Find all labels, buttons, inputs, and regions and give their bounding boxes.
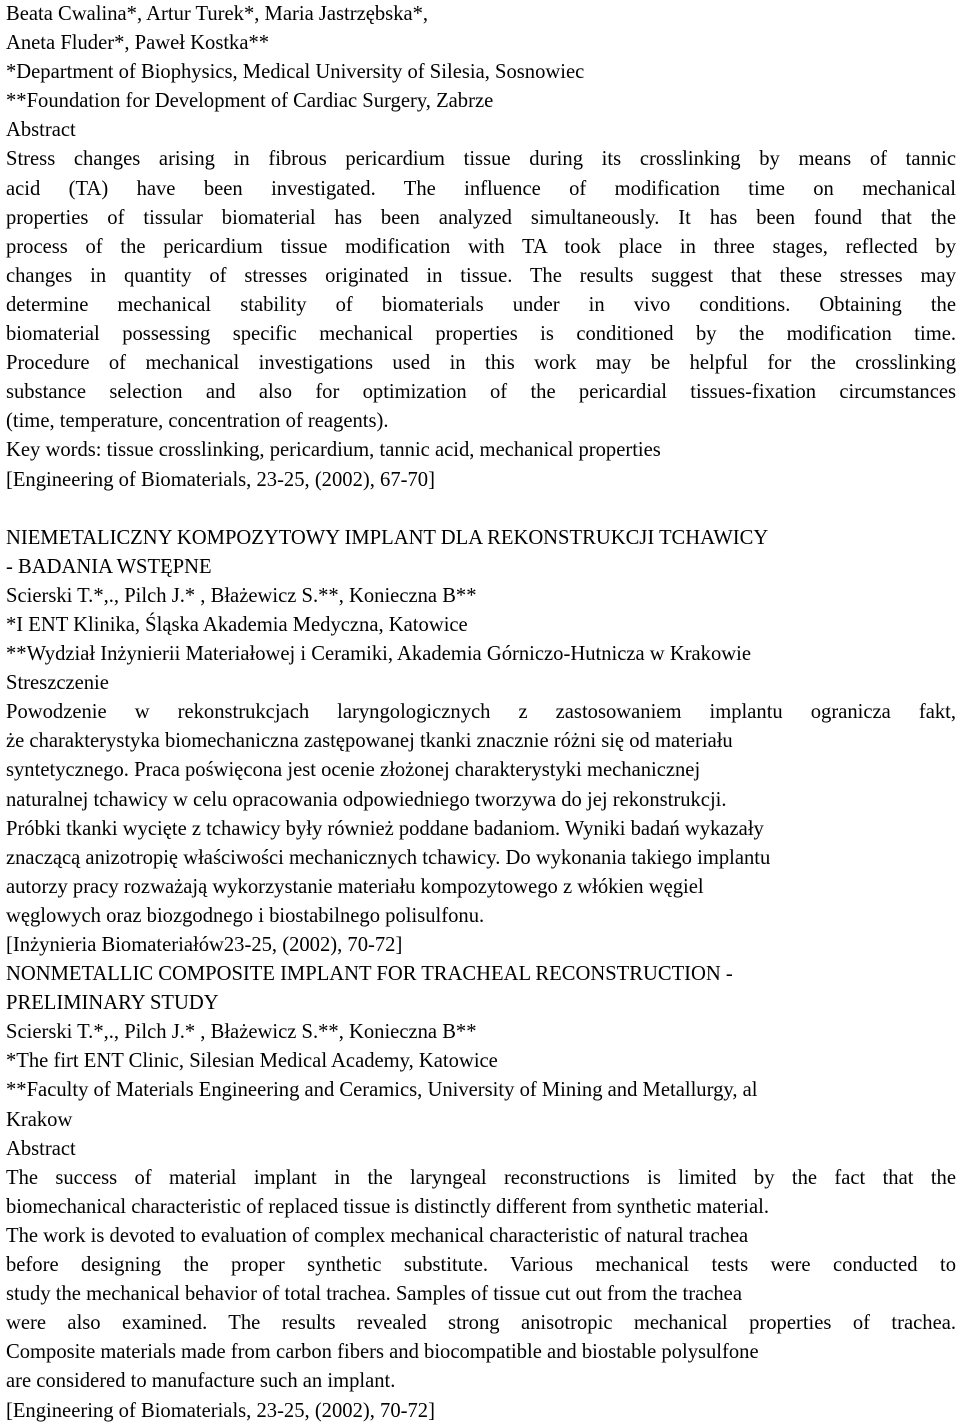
paper-title: - BADANIA WSTĘPNE bbox=[6, 555, 212, 578]
abstract-heading: Abstract bbox=[6, 119, 76, 142]
citation: [Engineering of Biomaterials, 23-25, (2002), 67-70] bbox=[6, 468, 435, 491]
author-list: Aneta Fluder*, Paweł Kostka** bbox=[6, 32, 270, 55]
abstract-line: process of the pericardium tissue modification with TA took place in three stages, reflected by bbox=[6, 235, 956, 258]
abstract-line: The success of material implant in the laryngeal reconstructions is limited by the fact that the bbox=[6, 1166, 956, 1189]
summary-line: węglowych oraz biozgodnego i biostabilnego polisulfonu. bbox=[6, 904, 485, 927]
abstract-line: Composite materials made from carbon fibers and biocompatible and biostable polysulfone bbox=[6, 1341, 759, 1364]
section-gap bbox=[6, 495, 956, 524]
author-list: Beata Cwalina*, Artur Turek*, Maria Jastrzębska*, bbox=[6, 3, 429, 25]
abstract-line: before designing the proper synthetic substitute. Various mechanical tests were conducted to bbox=[6, 1254, 956, 1277]
affiliation: Krakow bbox=[6, 1108, 73, 1131]
abstract-line: changes in quantity of stresses originated in tissue. The results suggest that these stresses may bbox=[6, 264, 956, 287]
author-list: Scierski T.*,., Pilch J.* , Błażewicz S.**, Konieczna B** bbox=[6, 584, 477, 607]
abstract-line: properties of tissular biomaterial has been analyzed simultaneously. It has been found that the bbox=[6, 206, 956, 229]
affiliation: *The firt ENT Clinic, Silesian Medical Academy, Katowice bbox=[6, 1050, 498, 1073]
paper-title: NIEMETALICZNY KOMPOZYTOWY IMPLANT DLA REKONSTRUKCJI TCHAWICY bbox=[6, 526, 769, 549]
abstract-line: are considered to manufacture such an implant. bbox=[6, 1370, 396, 1393]
summary-line: że charakterystyka biomechaniczna zastępowanej tkanki znacznie różni się od materiału bbox=[6, 730, 733, 753]
summary-line: syntetycznego. Praca poświęcona jest ocenie złożonej charakterystyki mechanicznej bbox=[6, 759, 701, 782]
affiliation: **Foundation for Development of Cardiac Surgery, Zabrze bbox=[6, 90, 494, 113]
paper-title: PRELIMINARY STUDY bbox=[6, 992, 219, 1015]
abstract-line: biomechanical characteristic of replaced tissue is distinctly different from synthetic material. bbox=[6, 1195, 770, 1218]
citation: [Engineering of Biomaterials, 23-25, (2002), 70-72] bbox=[6, 1399, 435, 1422]
abstract-line: determine mechanical stability of biomaterials under in vivo conditions. Obtaining the bbox=[6, 293, 956, 316]
summary-heading: Streszczenie bbox=[6, 672, 109, 695]
abstract-line: Stress changes arising in fibrous pericardium tissue during its crosslinking by means of tannic bbox=[6, 148, 956, 171]
summary-line: znaczącą anizotropię właściwości mechanicznych tchawicy. Do wykonania takiego implantu bbox=[6, 846, 771, 869]
affiliation: *Department of Biophysics, Medical University of Silesia, Sosnowiec bbox=[6, 61, 585, 84]
affiliation: **Wydział Inżynierii Materiałowej i Ceramiki, Akademia Górniczo-Hutnicza w Krakowie bbox=[6, 643, 752, 666]
abstract-line: were also examined. The results revealed strong anisotropic mechanical properties of trachea. bbox=[6, 1312, 956, 1335]
citation: [Inżynieria Biomateriałów23-25, (2002), 70-72] bbox=[6, 934, 403, 956]
abstract-heading: Abstract bbox=[6, 1137, 76, 1160]
affiliation: *I ENT Klinika, Śląska Akademia Medyczna, Katowice bbox=[6, 613, 468, 636]
summary-line: autorzy pracy rozważają wykorzystanie materiału kompozytowego z włókien węgiel bbox=[6, 875, 704, 898]
abstract-line: acid (TA) have been investigated. The influence of modification time on mechanical bbox=[6, 177, 956, 200]
paper-scierski-en bbox=[6, 960, 956, 1426]
summary-line: Próbki tkanki wycięte z tchawicy były również poddane badaniom. Wyniki badań wykazały bbox=[6, 817, 764, 840]
author-list: Scierski T.*,., Pilch J.* , Błażewicz S.**, Konieczna B** bbox=[6, 1021, 477, 1044]
paper-title: NONMETALLIC COMPOSITE IMPLANT FOR TRACHEAL RECONSTRUCTION - bbox=[6, 963, 733, 986]
abstract-line: study the mechanical behavior of total trachea. Samples of tissue cut out from the trachea bbox=[6, 1283, 742, 1306]
abstract-line: biomaterial possessing specific mechanical properties is conditioned by the modification time. bbox=[6, 323, 956, 346]
paper-cwalina bbox=[6, 0, 956, 495]
paper-scierski-pl bbox=[6, 524, 956, 960]
abstract-line: (time, temperature, concentration of reagents). bbox=[6, 410, 389, 433]
abstract-line: Procedure of mechanical investigations used in this work may be helpful for the crosslinking bbox=[6, 352, 956, 375]
summary-line: naturalnej tchawicy w celu opracowania odpowiedniego tworzywa do jej rekonstrukcji. bbox=[6, 788, 727, 811]
affiliation: **Faculty of Materials Engineering and Ceramics, University of Mining and Metallurgy, al bbox=[6, 1079, 758, 1102]
keywords: Key words: tissue crosslinking, pericardium, tannic acid, mechanical properties bbox=[6, 439, 661, 462]
document-page bbox=[6, 0, 956, 1426]
summary-line: Powodzenie w rekonstrukcjach laryngologicznych z zastosowaniem implantu ogranicza fakt, bbox=[6, 701, 956, 724]
abstract-line: The work is devoted to evaluation of complex mechanical characteristic of natural trachea bbox=[6, 1224, 749, 1247]
abstract-line: substance selection and also for optimization of the pericardial tissues-fixation circumstances bbox=[6, 381, 956, 404]
